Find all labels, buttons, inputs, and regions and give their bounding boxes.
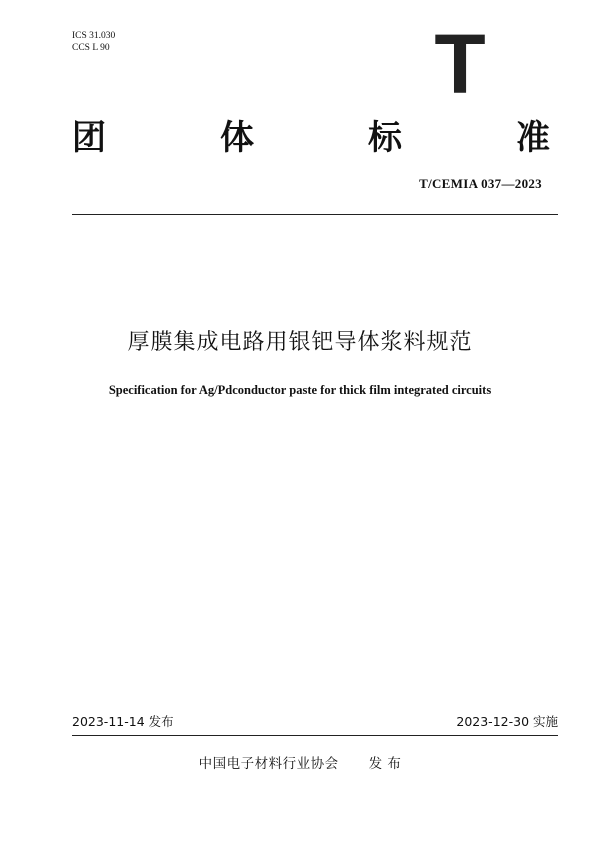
- standard-type-logo: T: [434, 17, 486, 111]
- category-char-3: 标: [368, 118, 402, 158]
- issuer-line: [0, 752, 600, 772]
- document-title-cn: 厚膜集成电路用银钯导体浆料规范: [127, 330, 473, 355]
- top-divider: [72, 214, 558, 215]
- ics-code: ICS 31.030: [72, 31, 116, 41]
- category-char-2: 体: [220, 118, 254, 158]
- publish-date: 2023-11-14 发布: [72, 714, 174, 729]
- category-char-4: 准: [516, 118, 550, 158]
- standard-category: [72, 118, 552, 158]
- document-title-en: Specification for Ag/Pdconductor paste for thick film integrated circuits: [108, 383, 492, 397]
- issuer-name: 中国电子材料行业协会: [198, 756, 339, 772]
- effective-date: 2023-12-30 实施: [456, 714, 558, 729]
- ccs-code: CCS L 90: [72, 43, 110, 53]
- issue-word: 发 布: [368, 756, 402, 772]
- category-char-1: 团: [72, 118, 106, 158]
- bottom-divider: [72, 735, 558, 736]
- classification-codes: [72, 30, 115, 54]
- standard-number: T/CEMIA 037—2023: [419, 176, 542, 191]
